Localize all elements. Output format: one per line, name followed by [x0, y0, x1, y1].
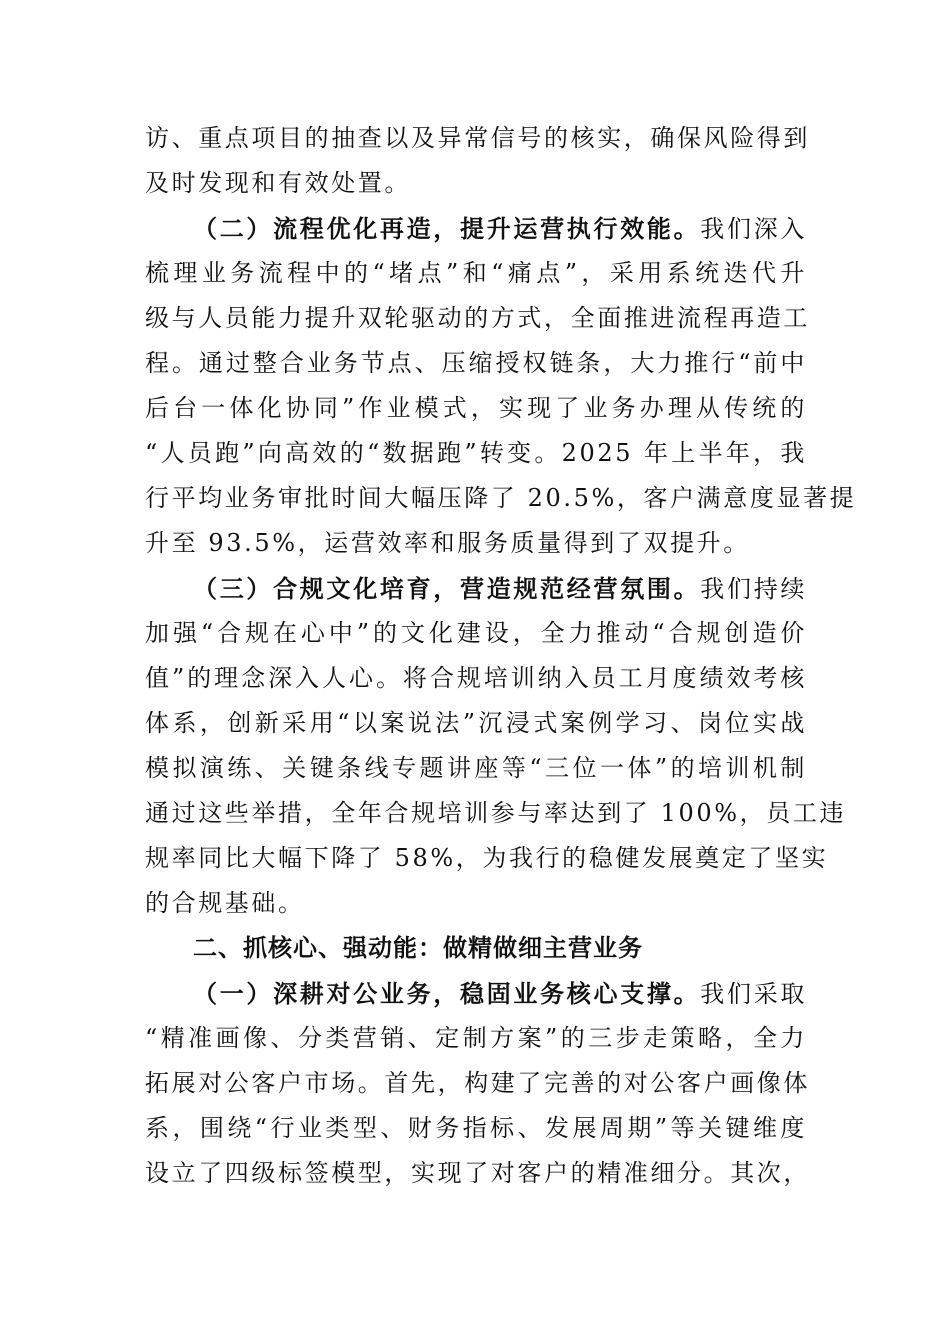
body-line: 级与人员能力提升双轮驱动的方式，全面推进流程再造工	[145, 304, 810, 332]
body-line: 行平均业务审批时间大幅压降了 20.5%，客户满意度显著提	[145, 484, 857, 512]
body-text: 我们深入	[700, 215, 807, 243]
body-line: 及时发现和有效处置。	[145, 169, 411, 197]
body-line: 通过这些举措，全年合规培训参与率达到了 100%，员工违	[145, 799, 847, 827]
body-line: 的合规基础。	[145, 889, 305, 917]
body-line: 值”的理念深入人心。将合规培训纳入员工月度绩效考核	[145, 664, 807, 692]
subsection-title: （三）合规文化培育，营造规范经营氛围。	[193, 574, 701, 603]
body-line: 升至 93.5%，运营效率和服务质量得到了双提升。	[145, 529, 750, 557]
body-text: 我们采取	[700, 980, 807, 1008]
body-line: 程。通过整合业务节点、压缩授权链条，大力推行“前中	[145, 349, 807, 377]
body-line: 模拟演练、关键条线专题讲座等“三位一体”的培训机制	[145, 754, 807, 782]
body-line: 系，围绕“行业类型、财务指标、发展周期”等关键维度	[145, 1114, 807, 1142]
subsection-heading-line	[193, 206, 807, 251]
body-line: 体系，创新采用“以案说法”沉浸式案例学习、岗位实战	[145, 709, 807, 737]
body-line: 访、重点项目的抽查以及异常信号的核实，确保风险得到	[145, 124, 810, 152]
body-line: 后台一体化协同”作业模式，实现了业务办理从传统的	[145, 394, 807, 422]
subsection-title: （二）流程优化再造，提升运营执行效能。	[193, 214, 701, 243]
subsection-heading-line	[193, 566, 807, 611]
body-line: 拓展对公客户市场。首先，构建了完善的对公客户画像体	[145, 1069, 810, 1097]
body-line: 加强“合规在心中”的文化建设，全力推动“合规创造价	[145, 619, 807, 647]
body-text: 我们持续	[700, 575, 807, 603]
body-line: “精准画像、分类营销、定制方案”的三步走策略，全力	[145, 1024, 807, 1052]
body-line: 梳理业务流程中的“堵点”和“痛点”，采用系统迭代升	[145, 259, 807, 287]
subsection-heading-line	[193, 971, 807, 1016]
subsection-title: （一）深耕对公业务，稳固业务核心支撑。	[193, 979, 701, 1008]
section-heading: 二、抓核心、强动能：做精做细主营业务	[193, 934, 643, 962]
body-line: “人员跑”向高效的“数据跑”转变。2025 年上半年，我	[145, 439, 807, 467]
body-line: 规率同比大幅下降了 58%，为我行的稳健发展奠定了坚实	[145, 844, 829, 872]
body-line: 设立了四级标签模型，实现了对客户的精准细分。其次，	[145, 1159, 810, 1187]
